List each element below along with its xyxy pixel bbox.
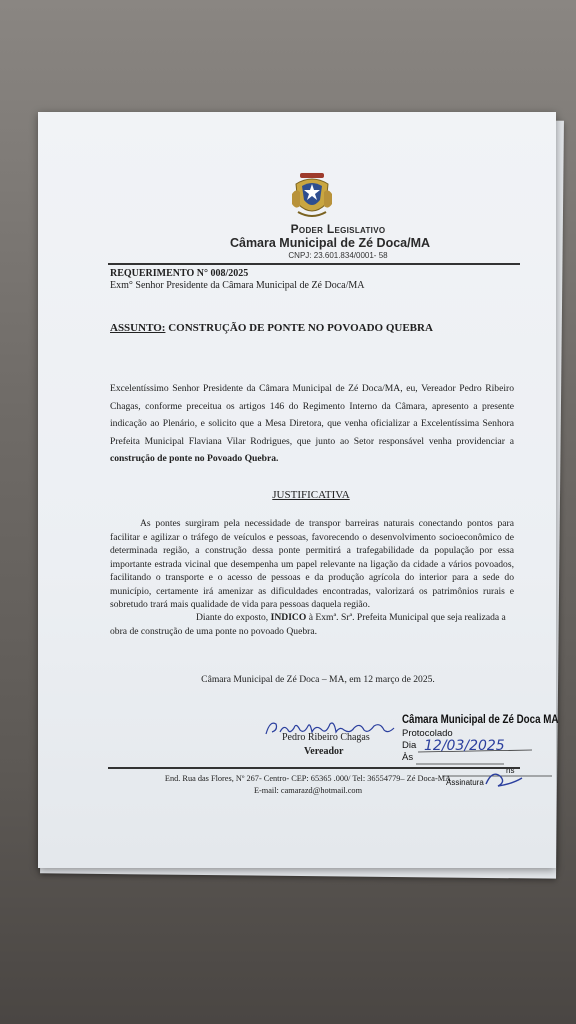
subject-label: ASSUNTO:	[110, 322, 166, 334]
stamp-handwriting	[402, 714, 552, 796]
signatory-name: Pedro Ribeiro Chagas	[282, 732, 370, 743]
stamp-title: Câmara Municipal de Zé Doca MA	[402, 714, 559, 726]
justification-heading: JUSTIFICATIVA	[272, 489, 350, 501]
request-paragraph	[110, 380, 514, 468]
stamp-protocol-label: Protocolado	[402, 728, 453, 739]
request-paragraph-text: Excelentíssimo Senhor Presidente da Câmara Municipal de Zé Doca/MA, eu, Vereador Pedro Ribeiro Chagas, conforme preceitua os artigos 146 do Regimento Interno da Câmara, apresento a presente indicação ao Plenário, e solicito que a Mesa Diretora, que venha oficializar a Excelentíssima Senhora Prefeita Municipal Flaviana Vilar Rodrigues, que junto ao Setor responsável venha providenciar a	[110, 383, 514, 447]
stamp-signature-label: Assinatura	[446, 778, 484, 787]
chamber-crest-icon	[290, 170, 334, 222]
conclusion-paragraph	[110, 611, 514, 638]
header-divider	[108, 263, 520, 265]
conclusion-emphasis: INDICO	[270, 612, 307, 623]
request-number: REQUERIMENTO N° 008/2025	[110, 268, 249, 279]
document-page	[38, 112, 559, 868]
conclusion-text-b: à Exmª. Srª. Prefeita Municipal que seja realizada a obra de construção de uma ponte no povoado Quebra.	[110, 612, 506, 637]
footer-email: E-mail: camarazd@hotmail.com	[253, 786, 363, 795]
subject-text: CONSTRUÇÃO DE PONTE NO POVOADO QUEBRA	[165, 322, 433, 334]
conclusion-text-a: Diante do exposto,	[196, 612, 271, 623]
footer-address: End. Rua das Flores, Nº 267- Centro- CEP: 65365 .000/ Tel: 36554779– Zé Doca-MA	[164, 774, 452, 783]
signatory-role: Vereador	[304, 746, 344, 757]
stamp-hours-label: hs	[506, 766, 515, 775]
subject-line	[110, 322, 433, 334]
header-chamber-name: Câmara Municipal de Zé Doca/MA	[229, 236, 431, 250]
request-addressee: Exm° Senhor Presidente da Câmara Municipal de Zé Doca/MA	[110, 280, 365, 291]
stamp-at-label: Às	[402, 752, 414, 763]
header-cnpj: CNPJ: 23.601.834/0001- 58	[288, 251, 388, 260]
date-line: Câmara Municipal de Zé Doca – MA, em 12 março de 2025.	[201, 674, 435, 685]
request-paragraph-emphasis: construção de ponte no Povoado Quebra.	[110, 453, 279, 464]
justification-paragraph: As pontes surgiram pela necessidade de transpor barreiras naturais conectando pontos para facilitar e agilizar o tráfego de veículos e pessoas, favorecendo o desenvolvimento socioeconômico de determinada região, a construção dessa ponte permitirá a trafegabilidade da população por essa importante estrada vicinal que desempenha um papel relevante na ligação da cidade a vários povoados, facilitando o transporte e o acesso de pessoas e da produção agrícola do interior para a sede do município, certamente irá amenizar as dificuldades encontradas, valorizará os patrimônios rurais e sobretudo trará mais qualidade de vida para pessoas daquela região.	[110, 518, 514, 610]
header-legislative: Poder Legislativo	[290, 222, 386, 236]
stamp-day-label: Dia	[402, 740, 417, 751]
stamp-date-written: 12/03/2025	[424, 738, 505, 754]
footer-divider	[108, 767, 520, 769]
